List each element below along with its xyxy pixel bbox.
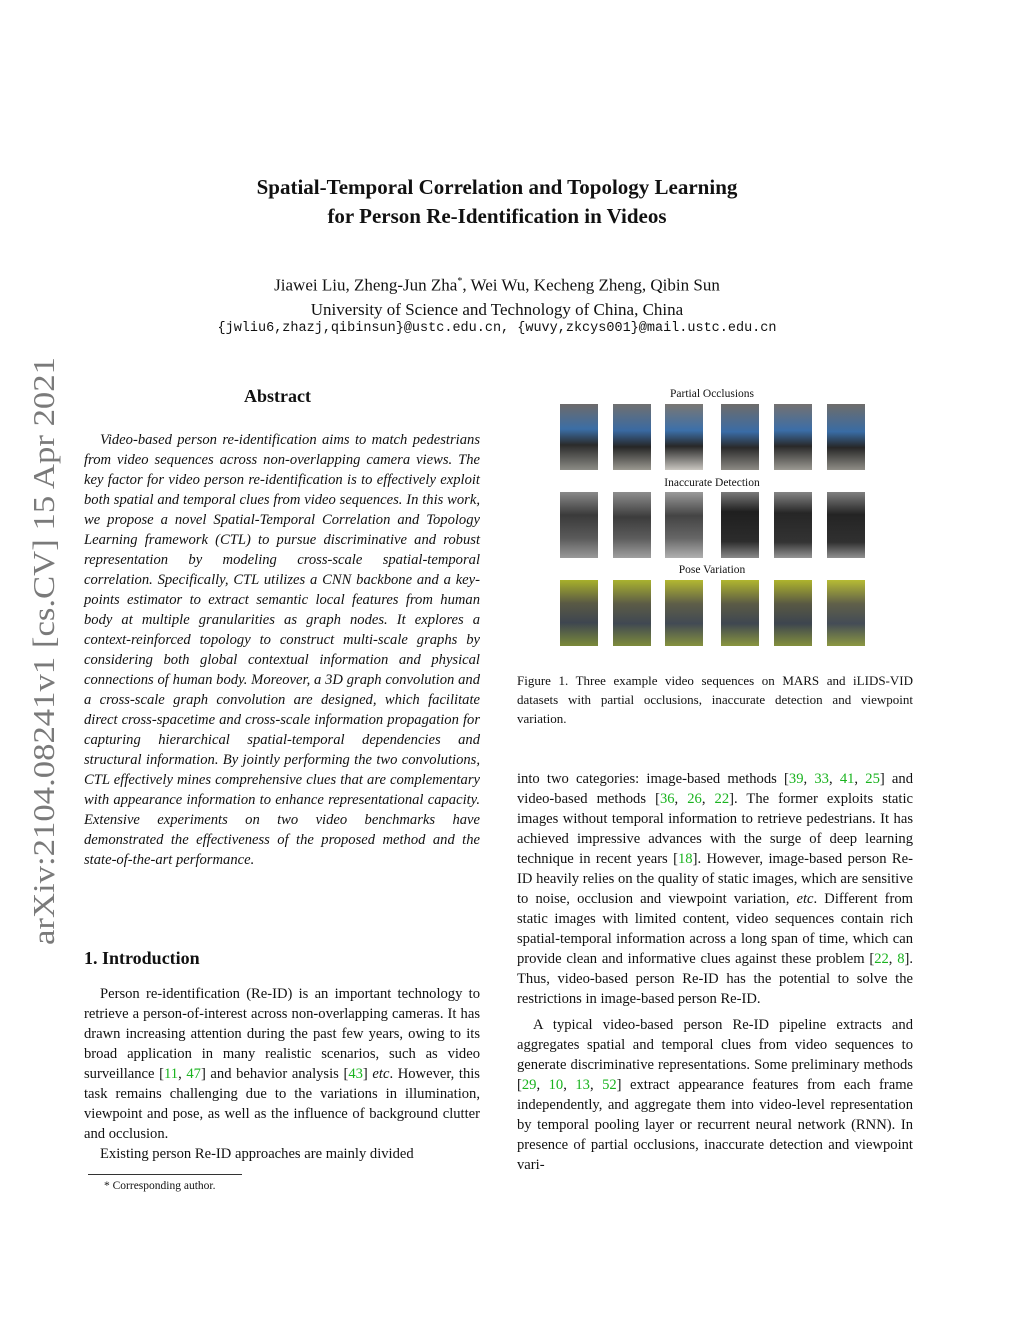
frame-thumbnail — [613, 404, 651, 470]
text-run: ] extract appearance features from each frame independently, and aggregate them into video-level representation by temporal pooling layer or recurrent neural network (RNN). In presence of partial occlusions, inaccurate detection and viewpoint vari- — [517, 1077, 914, 1173]
citation-link[interactable]: 13 — [575, 1077, 590, 1093]
text-run: , — [589, 1077, 603, 1093]
citation-link[interactable]: 25 — [865, 771, 880, 787]
text-run: . Different from static images with limited content, video sequences contain rich spatial-temporal information across a long span of time, which can provide clean and informative clues against these problem [ — [517, 891, 913, 967]
text-run: , — [888, 951, 898, 967]
citation-link[interactable]: 22 — [714, 791, 730, 807]
intro-paragraph-2: Existing person Re-ID approaches are mainly divided — [100, 1146, 414, 1162]
frame-thumbnail — [721, 492, 759, 558]
text-run: , — [178, 1066, 187, 1082]
abstract-paragraph: Video-based person re-identification aims to match pedestrians from video sequences across non-overlapping camera views. The key factor for video person re-identification is to effectively exploit both spatial and temporal clues from video sequences. In this work, we propose a novel Spatial-Temporal Correlation and Topology Learning framework (CTL) to pursue discriminative and robust representation by modeling cross-scale spatial-temporal correlation. Specifically, CTL utilizes a CNN backbone and a key-points estimator to extract semantic local features from human body at multiple granularities as graph nodes. It explores a context-reinforced topology to construct multi-scale graphs by considering both global contextual information and physical connections of human body. Moreover, a 3D graph convolution and a cross-scale graph convolution are designed, which facilitate direct cross-spacetime and cross-scale information propagation for capturing hierarchical spatial-temporal dependencies and structural information. By jointly performing the two convolutions, CTL effectively mines comprehensive clues that are complementary with appearance information to enhance representational capacity. Extensive experiments on two video benchmarks have demonstrated the effectiveness of the proposed method and the state-of-the-art performance. — [84, 432, 480, 868]
frame-thumbnail — [665, 580, 703, 646]
frame-thumbnail — [721, 580, 759, 646]
text-run: . However, this task remains challenging due to the variations in illumination, viewpoint and pose, as well as the influence of background clutter and occlusion. — [84, 1066, 480, 1142]
frame-thumbnail — [774, 580, 812, 646]
affiliation: University of Science and Technology of China, China — [310, 299, 684, 319]
frame-thumbnail — [665, 492, 703, 558]
frame-thumbnail — [560, 580, 598, 646]
text-run: , — [828, 771, 840, 787]
text-run: , — [563, 1077, 576, 1093]
text-run: ] and behavior analysis [ — [200, 1066, 349, 1082]
frame-thumbnail — [827, 404, 865, 470]
author-block — [0, 270, 994, 322]
authors-before: Jiawei Liu, Zheng-Jun Zha — [274, 275, 458, 295]
author-emails: {jwliu6,zhazj,qibinsun}@ustc.edu.cn, {wuvy,zkcys001}@mail.ustc.edu.cn — [217, 321, 777, 336]
corresponding-mark: * — [457, 276, 463, 287]
arxiv-stamp — [22, 355, 62, 945]
frame-thumbnail — [774, 492, 812, 558]
frame-thumbnail — [721, 404, 759, 470]
frame-thumbnail — [613, 580, 651, 646]
text-run: Person re-identification (Re-ID) is an important technology to retrieve a person-of-interest across non-overlapping cameras. It has drawn increasing attention during the past few years, owing to its broad application in many realistic scenarios, such as video surveillance [ — [84, 986, 480, 1082]
text-run: ]. However, image-based person Re-ID heavily relies on the quality of static images, which are sensitive to noise, occlusion and viewpoint variation, — [517, 851, 913, 907]
introduction-body — [84, 984, 480, 1164]
title-line-2: for Person Re-Identification in Videos — [327, 204, 667, 228]
frame-thumbnail — [613, 492, 651, 558]
citation-link[interactable]: 29 — [521, 1077, 537, 1093]
text-run: into two categories: image-based methods [ — [517, 771, 789, 787]
text-run: , — [674, 791, 688, 807]
right-paragraph-1 — [517, 769, 913, 1009]
frame-thumbnail — [774, 404, 812, 470]
authors-after: , Wei Wu, Kecheng Zheng, Qibin Sun — [462, 275, 720, 295]
footnote: * Corresponding author. — [104, 1180, 216, 1192]
footnote-rule — [88, 1174, 242, 1175]
citation-link[interactable]: 47 — [186, 1066, 201, 1082]
title-line-1: Spatial-Temporal Correlation and Topology Learning — [256, 175, 738, 199]
citation-link[interactable]: 33 — [814, 771, 829, 787]
citation-link[interactable]: 10 — [548, 1077, 564, 1093]
author-list — [0, 270, 994, 298]
abstract-body — [84, 430, 480, 870]
citation-link[interactable]: 22 — [874, 951, 889, 967]
right-paragraph-2 — [517, 1015, 913, 1175]
frame-thumbnail — [560, 404, 598, 470]
paper-title — [0, 173, 994, 231]
frame-thumbnail — [560, 492, 598, 558]
text-run: ]. The former exploits static images without temporal information to retrieve pedestrians. It has achieved impressive advances with the surge of deep learning technique in recent years [ — [517, 791, 913, 867]
text-run: ]. Thus, video-based person Re-ID has the potential to solve the restrictions in image-based person Re-ID. — [517, 951, 913, 1007]
citation-link[interactable]: 43 — [348, 1066, 363, 1082]
text-run: A typical video-based person Re-ID pipeline extracts and aggregates spatial and temporal clues from video sequences to generate discriminative representations. Some preliminary methods [ — [517, 1017, 913, 1093]
citation-link[interactable]: 39 — [788, 771, 804, 787]
citation-link[interactable]: 18 — [678, 851, 693, 867]
citation-link[interactable]: 8 — [897, 951, 905, 967]
figure-1 — [557, 384, 867, 654]
introduction-heading: 1. Introduction — [84, 948, 200, 968]
right-column-body — [517, 769, 913, 1175]
text-run: , — [701, 791, 715, 807]
text-run: ] and video-based methods [ — [517, 771, 913, 807]
citation-link[interactable]: 11 — [164, 1066, 179, 1082]
citation-link[interactable]: 52 — [602, 1077, 617, 1093]
text-run: ] — [362, 1066, 373, 1082]
figure-label-partial-occlusions: Partial Occlusions — [670, 388, 754, 400]
citation-link[interactable]: 36 — [659, 791, 675, 807]
text-run: , — [803, 771, 815, 787]
figure-label-pose-variation: Pose Variation — [678, 564, 746, 576]
text-run: , — [536, 1077, 549, 1093]
text-run: , — [854, 771, 866, 787]
citation-link[interactable]: 26 — [687, 791, 702, 807]
citation-link[interactable]: 41 — [839, 771, 855, 787]
arxiv-stamp-svg — [22, 355, 62, 945]
frame-thumbnail — [827, 492, 865, 558]
frame-thumbnail — [665, 404, 703, 470]
text-run: etc — [796, 891, 814, 907]
figure-label-inaccurate-detection: Inaccurate Detection — [664, 477, 760, 489]
arxiv-stamp-text: arXiv:2104.08241v1 [cs.CV] 15 Apr 2021 — [26, 419, 61, 945]
abstract-heading: Abstract — [244, 386, 311, 406]
figure-1-caption: Figure 1. Three example video sequences on MARS and iLIDS-VID datasets with partial occlusions, inaccurate detection and viewpoint variation. — [517, 673, 913, 726]
intro-paragraph-1 — [84, 984, 480, 1144]
text-run: etc — [372, 1066, 390, 1082]
frame-thumbnail — [827, 580, 865, 646]
